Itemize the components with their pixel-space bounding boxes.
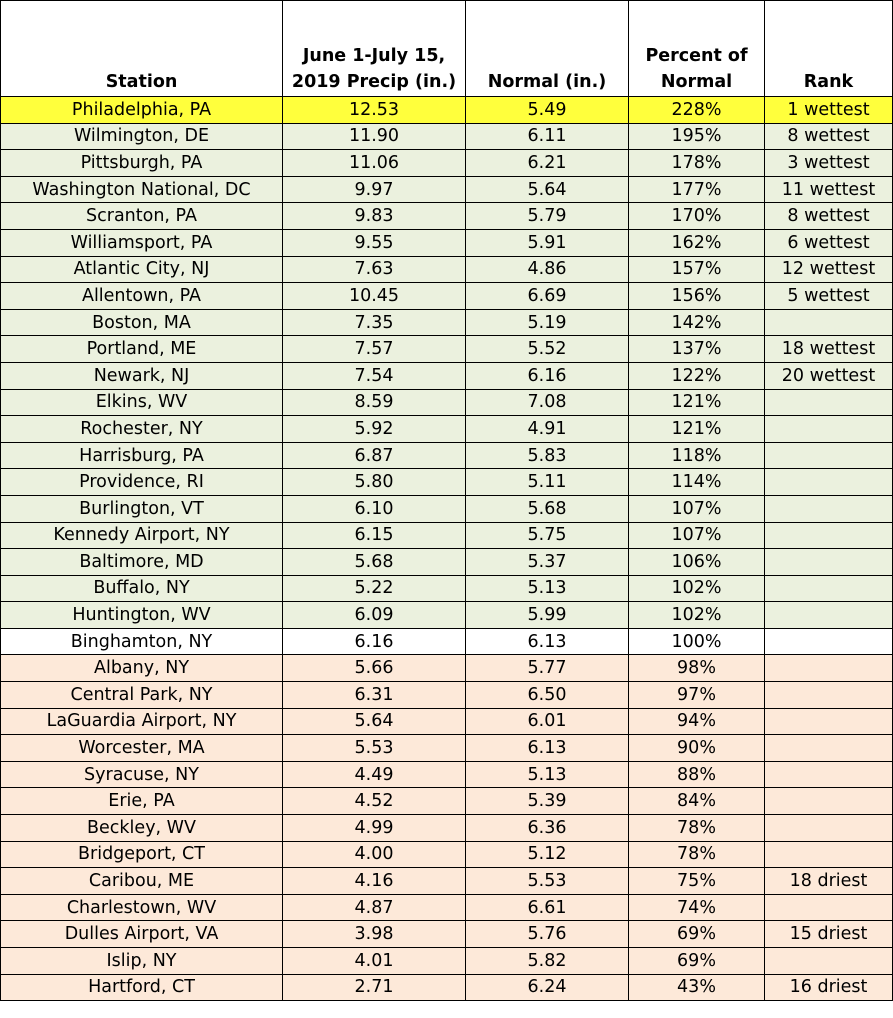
cell-precip: 7.35 — [283, 309, 466, 336]
table-row — [1, 815, 893, 842]
cell-station: Erie, PA — [1, 788, 283, 815]
cell-station: LaGuardia Airport, NY — [1, 708, 283, 735]
cell-rank — [765, 549, 893, 576]
cell-normal: 5.75 — [466, 522, 629, 549]
cell-precip: 5.53 — [283, 735, 466, 762]
cell-percent: 102% — [629, 602, 765, 629]
table-row — [1, 761, 893, 788]
cell-rank: 15 driest — [765, 921, 893, 948]
cell-percent: 90% — [629, 735, 765, 762]
cell-normal: 6.21 — [466, 150, 629, 177]
cell-precip: 4.99 — [283, 815, 466, 842]
cell-percent: 178% — [629, 150, 765, 177]
cell-percent: 84% — [629, 788, 765, 815]
cell-percent: 43% — [629, 974, 765, 1001]
table-row — [1, 602, 893, 629]
table-row — [1, 788, 893, 815]
cell-rank — [765, 708, 893, 735]
cell-precip: 4.49 — [283, 761, 466, 788]
cell-rank — [765, 309, 893, 336]
cell-station: Worcester, MA — [1, 735, 283, 762]
cell-normal: 5.64 — [466, 176, 629, 203]
cell-normal: 5.11 — [466, 469, 629, 496]
table-row — [1, 283, 893, 310]
cell-station: Hartford, CT — [1, 974, 283, 1001]
table-row — [1, 442, 893, 469]
cell-normal: 6.01 — [466, 708, 629, 735]
cell-rank — [765, 522, 893, 549]
table-body — [1, 97, 893, 1001]
cell-precip: 5.22 — [283, 575, 466, 602]
table-row — [1, 522, 893, 549]
cell-percent: 228% — [629, 97, 765, 124]
cell-station: Harrisburg, PA — [1, 442, 283, 469]
cell-normal: 5.99 — [466, 602, 629, 629]
cell-station: Buffalo, NY — [1, 575, 283, 602]
cell-station: Central Park, NY — [1, 682, 283, 709]
cell-percent: 177% — [629, 176, 765, 203]
cell-rank: 11 wettest — [765, 176, 893, 203]
table-row — [1, 150, 893, 177]
cell-precip: 5.68 — [283, 549, 466, 576]
table-row — [1, 389, 893, 416]
cell-rank: 8 wettest — [765, 123, 893, 150]
cell-percent: 74% — [629, 894, 765, 921]
cell-precip: 9.97 — [283, 176, 466, 203]
cell-precip: 9.55 — [283, 229, 466, 256]
cell-station: Charlestown, WV — [1, 894, 283, 921]
cell-station: Pittsburgh, PA — [1, 150, 283, 177]
cell-normal: 5.39 — [466, 788, 629, 815]
cell-rank — [765, 948, 893, 975]
cell-normal: 4.86 — [466, 256, 629, 283]
cell-normal: 5.79 — [466, 203, 629, 230]
cell-precip: 5.92 — [283, 416, 466, 443]
cell-percent: 114% — [629, 469, 765, 496]
header-normal: Normal (in.) — [466, 1, 629, 97]
cell-precip: 11.06 — [283, 150, 466, 177]
cell-normal: 5.52 — [466, 336, 629, 363]
table-row — [1, 974, 893, 1001]
cell-normal: 6.69 — [466, 283, 629, 310]
cell-rank: 6 wettest — [765, 229, 893, 256]
cell-normal: 5.68 — [466, 495, 629, 522]
cell-percent: 97% — [629, 682, 765, 709]
cell-normal: 6.11 — [466, 123, 629, 150]
cell-percent: 122% — [629, 362, 765, 389]
cell-station: Bridgeport, CT — [1, 841, 283, 868]
cell-precip: 12.53 — [283, 97, 466, 124]
header-rank: Rank — [765, 1, 893, 97]
cell-rank — [765, 761, 893, 788]
cell-precip: 11.90 — [283, 123, 466, 150]
cell-precip: 6.10 — [283, 495, 466, 522]
cell-rank: 8 wettest — [765, 203, 893, 230]
cell-precip: 4.52 — [283, 788, 466, 815]
cell-station: Newark, NJ — [1, 362, 283, 389]
cell-station: Atlantic City, NJ — [1, 256, 283, 283]
table-row — [1, 628, 893, 655]
table-row — [1, 123, 893, 150]
cell-rank — [765, 575, 893, 602]
cell-station: Beckley, WV — [1, 815, 283, 842]
cell-normal: 6.36 — [466, 815, 629, 842]
cell-percent: 100% — [629, 628, 765, 655]
cell-percent: 170% — [629, 203, 765, 230]
cell-percent: 78% — [629, 841, 765, 868]
header-precip: June 1-July 15, 2019 Precip (in.) — [283, 1, 466, 97]
table-row — [1, 682, 893, 709]
table-row — [1, 575, 893, 602]
cell-normal: 7.08 — [466, 389, 629, 416]
header-row — [1, 1, 893, 97]
cell-station: Baltimore, MD — [1, 549, 283, 576]
cell-rank — [765, 416, 893, 443]
cell-rank — [765, 602, 893, 629]
cell-station: Islip, NY — [1, 948, 283, 975]
cell-percent: 94% — [629, 708, 765, 735]
cell-station: Philadelphia, PA — [1, 97, 283, 124]
cell-percent: 107% — [629, 522, 765, 549]
cell-station: Huntington, WV — [1, 602, 283, 629]
cell-precip: 4.00 — [283, 841, 466, 868]
cell-rank — [765, 841, 893, 868]
cell-normal: 6.13 — [466, 628, 629, 655]
table-row — [1, 549, 893, 576]
cell-precip: 10.45 — [283, 283, 466, 310]
cell-rank — [765, 815, 893, 842]
cell-precip: 6.31 — [283, 682, 466, 709]
table-row — [1, 948, 893, 975]
cell-normal: 5.12 — [466, 841, 629, 868]
cell-percent: 107% — [629, 495, 765, 522]
cell-precip: 6.87 — [283, 442, 466, 469]
table-row — [1, 868, 893, 895]
cell-station: Kennedy Airport, NY — [1, 522, 283, 549]
cell-precip: 3.98 — [283, 921, 466, 948]
cell-rank — [765, 442, 893, 469]
cell-rank — [765, 628, 893, 655]
cell-precip: 6.09 — [283, 602, 466, 629]
cell-percent: 75% — [629, 868, 765, 895]
cell-normal: 5.83 — [466, 442, 629, 469]
cell-rank: 18 driest — [765, 868, 893, 895]
cell-precip: 4.87 — [283, 894, 466, 921]
cell-percent: 137% — [629, 336, 765, 363]
cell-normal: 4.91 — [466, 416, 629, 443]
cell-normal: 6.61 — [466, 894, 629, 921]
cell-precip: 4.16 — [283, 868, 466, 895]
table-row — [1, 203, 893, 230]
cell-normal: 5.13 — [466, 761, 629, 788]
cell-precip: 6.16 — [283, 628, 466, 655]
cell-normal: 5.53 — [466, 868, 629, 895]
cell-station: Boston, MA — [1, 309, 283, 336]
cell-precip: 7.54 — [283, 362, 466, 389]
cell-station: Caribou, ME — [1, 868, 283, 895]
cell-precip: 5.66 — [283, 655, 466, 682]
cell-percent: 78% — [629, 815, 765, 842]
table-row — [1, 176, 893, 203]
table-row — [1, 336, 893, 363]
cell-percent: 69% — [629, 921, 765, 948]
table-row — [1, 735, 893, 762]
cell-precip: 2.71 — [283, 974, 466, 1001]
table-row — [1, 655, 893, 682]
cell-percent: 118% — [629, 442, 765, 469]
table-row — [1, 495, 893, 522]
cell-percent: 69% — [629, 948, 765, 975]
cell-rank — [765, 894, 893, 921]
cell-rank: 3 wettest — [765, 150, 893, 177]
cell-normal: 5.82 — [466, 948, 629, 975]
cell-normal: 5.49 — [466, 97, 629, 124]
cell-rank — [765, 682, 893, 709]
header-percent: Percent of Normal — [629, 1, 765, 97]
cell-precip: 5.80 — [283, 469, 466, 496]
cell-precip: 7.63 — [283, 256, 466, 283]
cell-station: Elkins, WV — [1, 389, 283, 416]
table-row — [1, 416, 893, 443]
cell-normal: 5.37 — [466, 549, 629, 576]
cell-station: Scranton, PA — [1, 203, 283, 230]
cell-station: Portland, ME — [1, 336, 283, 363]
cell-percent: 121% — [629, 389, 765, 416]
cell-precip: 4.01 — [283, 948, 466, 975]
cell-station: Rochester, NY — [1, 416, 283, 443]
cell-percent: 98% — [629, 655, 765, 682]
cell-percent: 106% — [629, 549, 765, 576]
cell-rank — [765, 655, 893, 682]
cell-percent: 121% — [629, 416, 765, 443]
cell-station: Allentown, PA — [1, 283, 283, 310]
cell-normal: 5.91 — [466, 229, 629, 256]
cell-rank — [765, 495, 893, 522]
cell-normal: 5.13 — [466, 575, 629, 602]
cell-rank: 20 wettest — [765, 362, 893, 389]
cell-normal: 6.50 — [466, 682, 629, 709]
cell-station: Williamsport, PA — [1, 229, 283, 256]
table-row — [1, 362, 893, 389]
table-row — [1, 309, 893, 336]
cell-rank — [765, 735, 893, 762]
cell-station: Albany, NY — [1, 655, 283, 682]
cell-normal: 6.16 — [466, 362, 629, 389]
cell-rank: 18 wettest — [765, 336, 893, 363]
table-row — [1, 469, 893, 496]
table-row — [1, 708, 893, 735]
cell-precip: 6.15 — [283, 522, 466, 549]
cell-rank: 5 wettest — [765, 283, 893, 310]
cell-normal: 5.77 — [466, 655, 629, 682]
table-row — [1, 256, 893, 283]
table-row — [1, 894, 893, 921]
cell-station: Syracuse, NY — [1, 761, 283, 788]
cell-rank — [765, 389, 893, 416]
table-row — [1, 921, 893, 948]
cell-percent: 162% — [629, 229, 765, 256]
cell-rank: 16 driest — [765, 974, 893, 1001]
cell-rank: 1 wettest — [765, 97, 893, 124]
header-station: Station — [1, 1, 283, 97]
table-row — [1, 229, 893, 256]
cell-rank: 12 wettest — [765, 256, 893, 283]
cell-station: Wilmington, DE — [1, 123, 283, 150]
cell-rank — [765, 788, 893, 815]
cell-normal: 5.76 — [466, 921, 629, 948]
cell-rank — [765, 469, 893, 496]
cell-percent: 157% — [629, 256, 765, 283]
cell-station: Providence, RI — [1, 469, 283, 496]
cell-percent: 195% — [629, 123, 765, 150]
cell-station: Dulles Airport, VA — [1, 921, 283, 948]
cell-percent: 142% — [629, 309, 765, 336]
cell-station: Washington National, DC — [1, 176, 283, 203]
cell-percent: 102% — [629, 575, 765, 602]
table-row — [1, 97, 893, 124]
cell-precip: 8.59 — [283, 389, 466, 416]
cell-normal: 5.19 — [466, 309, 629, 336]
cell-station: Binghamton, NY — [1, 628, 283, 655]
cell-normal: 6.24 — [466, 974, 629, 1001]
cell-precip: 5.64 — [283, 708, 466, 735]
cell-precip: 7.57 — [283, 336, 466, 363]
cell-percent: 156% — [629, 283, 765, 310]
cell-normal: 6.13 — [466, 735, 629, 762]
cell-percent: 88% — [629, 761, 765, 788]
cell-station: Burlington, VT — [1, 495, 283, 522]
table-row — [1, 841, 893, 868]
cell-precip: 9.83 — [283, 203, 466, 230]
